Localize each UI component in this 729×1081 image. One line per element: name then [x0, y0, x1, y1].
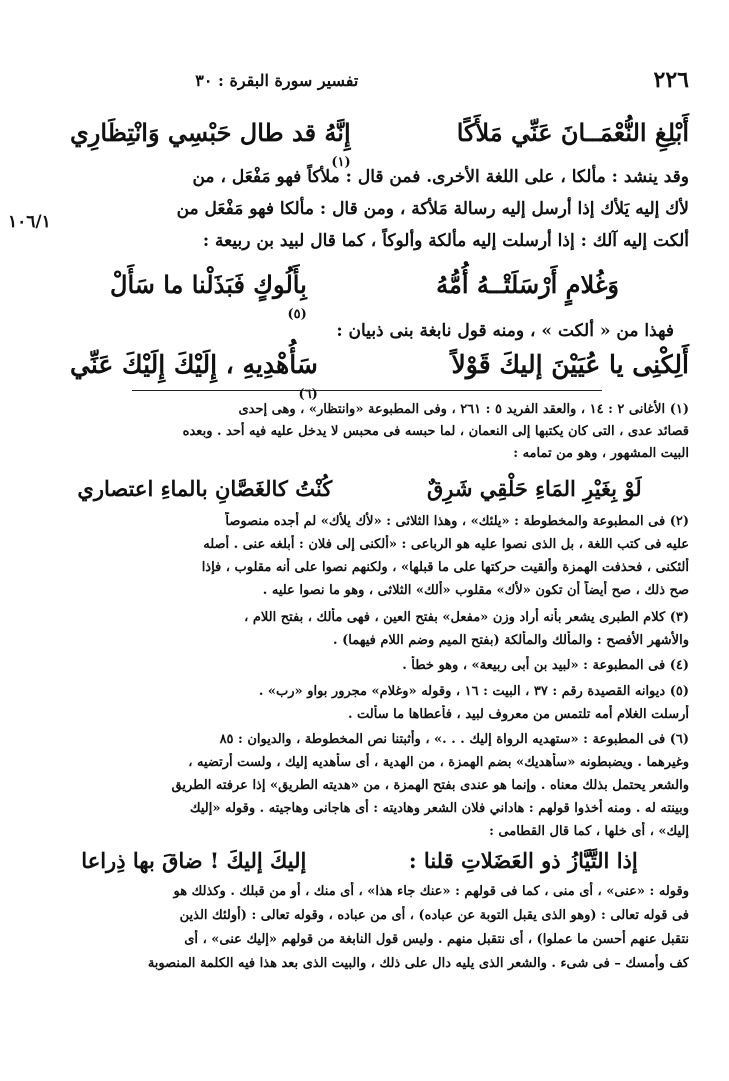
body-line-2: لأك إليه يَلأك إذا أرسل إليه رسالة مَلأكة ، ومن قال : مألكا فهو مَفْعَل من: [176, 199, 689, 219]
footnote-line: وبينته له . ومنه أخذوا قولهم : هاداني فلان الشعر وهاديته : أى هاجانى وهاجيته . وقوله «إليك: [189, 801, 689, 816]
footnote-verse-2-right: إذا التَّيَّازُ ذو العَضَلاتِ قلنا :: [408, 848, 638, 873]
verse-1-hemistich-left: إِنَّهُ قد طال حَبْسِي وَانْتِظَارِي (١): [70, 118, 351, 178]
footnote-verse-1-left: كُنْتُ كالغَصَّانِ بالماءِ اعتصاري: [77, 476, 333, 501]
footnote-ref-6: (٦): [298, 387, 318, 402]
page-number: ٢٢٦: [653, 67, 689, 93]
footnote-line: إليك» ، أى خلها ، كما قال القطامى :: [489, 824, 689, 839]
footnote-verse-2-left: إليكَ إليكَ ! ضاقَ بها ذِراعا: [81, 848, 307, 873]
body-line-4: فهذا من « ألكت » ، ومنه قول نابغة بنى ذبيان :: [336, 321, 674, 341]
footnote-line: قصائد عدى ، التى كان يكتبها إلى النعمان ، لما حبسه فى محبس لا يدخل عليه فيه أحد . وبعده: [182, 424, 689, 439]
footnote-ref-5: (٥): [287, 307, 307, 322]
footnote-line: (٥) ديوانه القصيدة رقم : ٣٧ ، البيت : ١٦ ، وقوله «وغلام» مجرور بواو «رب» .: [258, 684, 689, 699]
footnote-line: والشعر يحتمل بذلك معناه . وإنما هو عندى بفتح الهمزة ، من «هديته الطريق» إذا عرفته الطريق: [171, 778, 689, 793]
footnote-verse-1: [30, 476, 689, 501]
footnote-line: كف وأمسك – فى شىء . والشعر الذى يليه دال على ذلك ، والبيت الذى بعد هذا فيه الكلمة المنصوبة: [147, 956, 689, 971]
page-header: [40, 60, 689, 100]
footnote-ref-1: (١): [331, 155, 351, 170]
footnote-line: وقوله : «عنى» ، أى منى ، كما فى قولهم : «عنك جاء هذا» ، أى منك ، أو من قبلك . وكذلك هو: [173, 884, 689, 899]
footnote-verse-2: [30, 848, 689, 873]
footnote-line: (٢) فى المطبوعة والمخطوطة : «يلئك» ، وهذا الثلاثى : «لأك يلأك» لم أجده منصوصاً: [225, 514, 689, 529]
body-line-3: ألكت إليه آلك : إذا أرسلت إليه مألكة وألوكاً ، كما قال لبيد بن ربيعة :: [202, 231, 689, 251]
verse-2-hemistich-right: وَغُلامٍ أَرْسَلَتْــهُ أُمُّهُ: [436, 270, 619, 299]
footnote-line: وغيرهما . ويضبطونه «سأهديك» بضم الهمزة ، من الهدية ، أى سأهديه إليك ، ولست أرتضيه ،: [188, 755, 689, 770]
footnote-line: (٣) كلام الطبرى يشعر بأنه أراد وزن «مفعل» بفتح العين ، فهى مألك ، بفتح اللام ،: [244, 610, 689, 625]
footnote-line: (١) الأغانى ٢ : ١٤ ، والعقد الفريد ٥ : ٢٦١ ، وفى المطبوعة «وانتظار» ، وهى إحدى: [238, 402, 689, 417]
footnote-verse-1-right: لَوْ بِغَيْرِ المَاءِ حَلْقِي شَرِقٌ: [427, 476, 642, 501]
footnote-line: (٤) فى المطبوعة : «لبيد بن أبى ربيعة» ، وهو خطأ .: [402, 658, 689, 673]
margin-reference: ١٠٦/١: [8, 212, 51, 232]
verse-3-hemistich-right: أَلِكْنِى يا عُيَيْنَ إليكَ قَوْلاً: [451, 350, 689, 379]
footnote-line: صح ذلك ، صح أيضاً أن تكون «لأك» مقلوب «ألك» الثلاثى ، وهو ما نصوا عليه .: [262, 583, 689, 598]
footnote-line: والأشهر الأفصح : والمألك والمألكة (بفتح الميم وضم اللام فيهما) .: [333, 633, 689, 648]
body-line-1: وقد ينشد : مألكا ، على اللغة الأخرى. فمن قال : ملأكاً فهو مَفْعَل ، من: [192, 167, 689, 187]
footnote-separator: [132, 390, 602, 391]
footnote-line: نتقبل عنهم أحسن ما عملوا) ، أى نتقبل منهم . وليس قول النابغة من قولهم «إليك عنى» ، أى: [184, 932, 689, 947]
verse-1-hemistich-right: أَبْلِغِ النُّعْمَــانَ عَنِّي مَلأَكًا: [456, 118, 689, 147]
footnote-line: عليه فى كتب اللغة ، بل الذى نصوا عليه هو الرباعى : «ألكنى إلى فلان : أبلغه عنى . أصله: [203, 537, 689, 552]
running-title: تفسير سورة البقرة : ٣٠: [195, 70, 359, 90]
footnote-line: ألئكنى ، فحذفت الهمزة وألقيت حركتها على ما قبلها» ، ولكنهم نصوا على أنه مقلوب ، فإذا: [201, 560, 689, 575]
footnote-line: أرسلت الغلام أمه تلتمس من معروف لبيد ، فأعطاها ما سألت .: [347, 707, 689, 722]
verse-2-hemistich-left: بِأَلُوكٍ فَبَذَلْنا ما سَأَلْ (٥): [110, 270, 307, 330]
footnote-line: فى قوله تعالى : (وهو الذى يقبل التوبة عن عباده) ، أى من عباده ، وقوله تعالى : (أولئك الذين: [179, 908, 689, 923]
verse-3-hemistich-left: سَأُهْدِيهِ ، إِلَيْكَ إِلَيْكَ عَنِّي (٦): [70, 350, 318, 410]
footnote-line: البيت المشهور ، وهو من تمامه :: [513, 446, 689, 461]
footnote-line: (٦) فى المطبوعة : «ستهديه الرواة إليك . . .» ، وأثبتنا نص المخطوطة ، والديوان : ٨٥: [219, 732, 689, 747]
